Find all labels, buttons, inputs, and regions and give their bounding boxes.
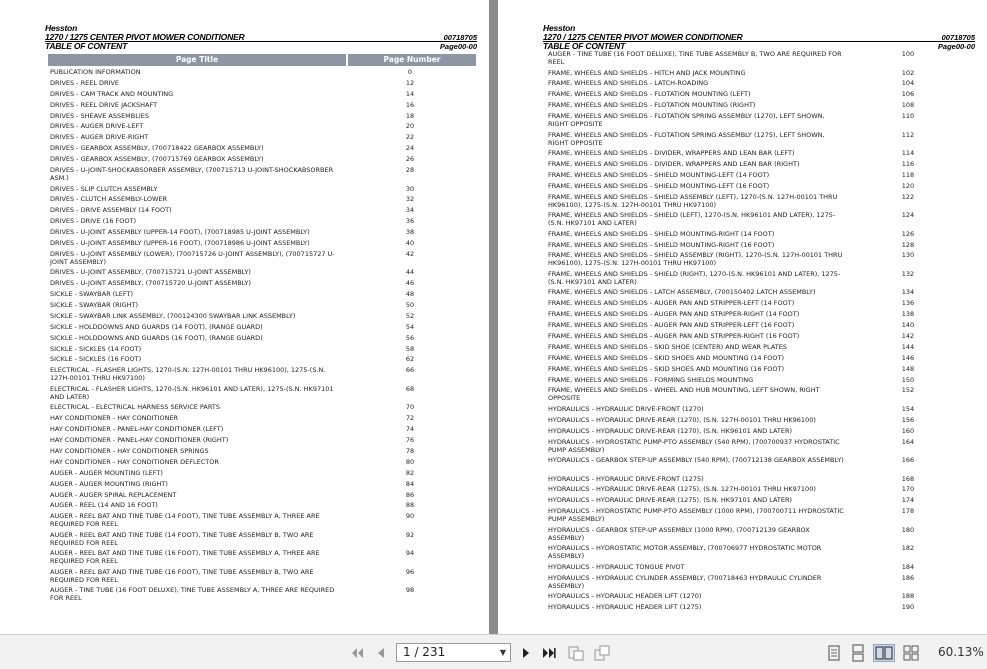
- toc-row-title: DRIVES - SLIP CLUTCH ASSEMBLY: [50, 184, 158, 193]
- toc-row[interactable]: [50, 366, 480, 385]
- chevron-down-icon: ▼: [499, 648, 506, 657]
- toc-row-page-number: 142: [901, 331, 915, 340]
- toc-row-page-number: 74: [405, 425, 415, 434]
- toc-row[interactable]: [548, 507, 978, 526]
- toc-row-title: AUGER - TINE TUBE (16 FOOT DELUXE), TINE TUBE ASSEMBLY B, TWO ARE REQUIRED FOR REEL: [548, 50, 842, 66]
- toc-row-title: AUGER - REEL BAT AND TINE TUBE (14 FOOT), TINE TUBE ASSEMBLY B, TWO ARE REQUIRED FOR REEL: [50, 530, 314, 547]
- toc-row[interactable]: [548, 332, 978, 343]
- toc-row-title: DRIVES - U-JOINT ASSEMBLY (UPPER-16 FOOT), (700718986 U-JOINT ASSEMBLY): [50, 238, 310, 247]
- toc-row-title: FRAME, WHEELS AND SHIELDS - SHIELD ASSEMBLY (LEFT), 1270-(S.N. 127H-00101 THRU HK96100), 1275-(S.N. 127H-00101 THRU HK97100): [548, 192, 838, 209]
- toc-row-page-number: 98: [405, 586, 415, 595]
- toc-row-page-number: 92: [405, 530, 415, 539]
- toc-list-left: [50, 68, 480, 605]
- toc-row-title: HAY CONDITIONER - PANEL-HAY CONDITIONER (RIGHT): [50, 436, 229, 445]
- toc-row[interactable]: [50, 531, 480, 550]
- toc-row-page-number: 182: [901, 544, 915, 553]
- toc-row[interactable]: [548, 101, 978, 112]
- toc-row[interactable]: [50, 312, 480, 323]
- toc-row-page-number: 100: [901, 50, 915, 58]
- toc-row-page-number: 68: [405, 384, 415, 393]
- toc-row-page-number: 90: [405, 512, 415, 521]
- toc-row-page-number: 128: [901, 240, 915, 249]
- header-rule: [543, 41, 975, 42]
- toc-row-page-number: 148: [901, 364, 915, 373]
- column-header-page-title: Page Title: [48, 54, 346, 66]
- toc-row-title: FRAME, WHEELS AND SHIELDS - FLOTATION SPRING ASSEMBLY (1270), LEFT SHOWN, RIGHT OPPOSITE: [548, 112, 825, 129]
- toc-row-page-number: 52: [405, 311, 415, 320]
- toc-row-page-number: 76: [405, 436, 415, 445]
- toc-row-title: DRIVES - GEARBOX ASSEMBLY, (700718422 GEARBOX ASSEMBLY): [50, 144, 264, 153]
- toc-row-title: SICKLE - SWAYBAR LINK ASSEMBLY, (700124300 SWAYBAR LINK ASSEMBLY): [50, 311, 296, 320]
- toc-row-page-number: 58: [405, 344, 415, 353]
- toc-row[interactable]: [50, 512, 480, 531]
- toc-row-page-number: 70: [405, 403, 415, 412]
- toc-row-page-number: 78: [405, 446, 415, 455]
- toc-row-title: DRIVES - U-JOINT ASSEMBLY, (700715720 U-JOINT ASSEMBLY): [50, 279, 251, 288]
- toc-row-page-number: 106: [901, 90, 915, 99]
- toc-row-page-number: 96: [405, 567, 415, 576]
- toc-row-title: HYDRAULICS - HYDRAULIC TONGUE PIVOT: [548, 562, 685, 571]
- toc-row-title: FRAME, WHEELS AND SHIELDS - LATCH-ROADING: [548, 79, 709, 88]
- toc-row-title: SICKLE - SWAYBAR (LEFT): [50, 290, 134, 299]
- toc-row-title: SICKLE - HOLDDOWNS AND GUARDS (16 FOOT), (RANGE GUARD): [50, 333, 263, 342]
- toc-row-title: DRIVES - DRIVE ASSEMBLY (14 FOOT): [50, 206, 172, 215]
- toc-row[interactable]: [548, 230, 978, 241]
- toc-row[interactable]: [50, 568, 480, 587]
- document-title: 1270 / 1275 CENTER PIVOT MOWER CONDITIONER: [543, 32, 743, 42]
- toc-row[interactable]: [548, 544, 978, 563]
- toc-row-page-number: 80: [405, 457, 415, 466]
- toc-row[interactable]: [548, 90, 978, 101]
- toc-row[interactable]: [548, 574, 978, 593]
- toc-row[interactable]: [50, 491, 480, 502]
- continuous-view-icon[interactable]: [850, 644, 866, 662]
- toc-row-title: HYDRAULICS - HYDRAULIC DRIVE-REAR (1270), (S.N. 127H-00101 THRU HK96100): [548, 415, 816, 424]
- toc-row[interactable]: [548, 438, 978, 457]
- toc-row-title: DRIVES - AUGER DRIVE-RIGHT: [50, 133, 149, 142]
- toc-row-title: DRIVES - REEL DRIVE JACKSHAFT: [50, 100, 158, 109]
- toc-row-title: DRIVES - DRIVE (16 FOOT): [50, 217, 137, 226]
- toc-row-page-number: 36: [405, 217, 415, 226]
- toc-row-page-number: 126: [901, 229, 915, 238]
- toc-row-title: FRAME, WHEELS AND SHIELDS - SHIELD MOUNTING-RIGHT (14 FOOT): [548, 229, 775, 238]
- brand-name: Hesston: [45, 23, 78, 33]
- toc-row[interactable]: [548, 182, 978, 193]
- toc-row[interactable]: [548, 526, 978, 545]
- header-rule: [45, 41, 477, 42]
- toc-row-page-number: 190: [901, 603, 915, 612]
- toc-row[interactable]: [548, 496, 978, 507]
- toc-row-page-number: 134: [901, 288, 915, 297]
- toc-row[interactable]: [50, 133, 480, 144]
- toc-row-page-number: 94: [405, 549, 415, 558]
- toc-row-page-number: 12: [405, 78, 415, 87]
- toc-row-title: FRAME, WHEELS AND SHIELDS - SHIELD MOUNTING-LEFT (14 FOOT): [548, 170, 770, 179]
- viewer-toolbar: [0, 634, 987, 669]
- toc-row-title: HAY CONDITIONER - HAY CONDITIONER DEFLECTOR: [50, 457, 219, 466]
- toc-row-title: DRIVES - U-JOINT ASSEMBLY (LOWER), (700715726 U-JOINT ASSEMBLY), (700715727 U-JOINT ASSEMBLY): [50, 249, 335, 266]
- toc-row[interactable]: [50, 101, 480, 112]
- toc-row[interactable]: [548, 592, 978, 603]
- toc-row[interactable]: [548, 343, 978, 354]
- brand-name: Hesston: [543, 23, 576, 33]
- table-header: [48, 54, 476, 66]
- toc-row-page-number: 122: [901, 192, 915, 201]
- toc-row-page-number: 136: [901, 299, 915, 308]
- toc-row-title: PUBLICATION INFORMATION: [50, 68, 141, 76]
- toc-row-title: FRAME, WHEELS AND SHIELDS - SHIELD (RIGHT), 1270-(S.N. HK96101 AND LATER), 1275-(S.N. HK97101 AND LATER): [548, 269, 841, 286]
- toc-row[interactable]: [548, 365, 978, 376]
- toc-row[interactable]: [50, 228, 480, 239]
- toc-row[interactable]: [50, 501, 480, 512]
- toc-row[interactable]: [548, 416, 978, 427]
- toc-row[interactable]: [548, 475, 978, 486]
- toc-row-title: SICKLE - SICKLES (14 FOOT): [50, 344, 142, 353]
- toc-row-page-number: 168: [901, 474, 915, 483]
- toc-row-page-number: 152: [901, 386, 915, 395]
- toc-row[interactable]: [50, 436, 480, 447]
- toc-row[interactable]: [548, 376, 978, 387]
- page-reference: Page00-00: [439, 42, 477, 51]
- toc-row-title: ELECTRICAL - ELECTRICAL HARNESS SERVICE PARTS: [50, 403, 221, 412]
- toc-row-title: DRIVES - CLUTCH ASSEMBLY-LOWER: [50, 195, 168, 204]
- toc-row-title: DRIVES - U-JOINT-SHOCKABSORBER ASSEMBLY, (700715713 U-JOINT-SHOCKABSORBER ASM.): [50, 166, 334, 183]
- toc-row-page-number: 120: [901, 181, 915, 190]
- toc-row-page-number: 112: [901, 130, 915, 139]
- toc-row-title: HAY CONDITIONER - HAY CONDITIONER SPRINGS: [50, 446, 209, 455]
- pdf-page-right: [498, 0, 987, 634]
- toc-row-page-number: 46: [405, 279, 415, 288]
- toc-row-title: DRIVES - REEL DRIVE: [50, 78, 120, 87]
- toc-row-title: FRAME, WHEELS AND SHIELDS - DIVIDER, WRAPPERS AND LEAN BAR (LEFT): [548, 149, 795, 158]
- toc-row[interactable]: [548, 270, 978, 289]
- toc-row-title: FRAME, WHEELS AND SHIELDS - FORMING SHIELDS MOUNTING: [548, 375, 754, 384]
- first-page-icon[interactable]: [348, 644, 366, 662]
- toc-row-page-number: 20: [405, 122, 415, 131]
- toc-row[interactable]: [548, 149, 978, 160]
- pdf-page-left: [0, 0, 489, 634]
- toc-row[interactable]: [548, 251, 978, 270]
- toc-row-page-number: 138: [901, 310, 915, 319]
- toc-row-title: FRAME, WHEELS AND SHIELDS - SHIELD ASSEMBLY (RIGHT), 1270-(S.N. 127H-00101 THRU HK96100), 1275-(S.N. 127H-00101 THRU HK97100): [548, 251, 843, 268]
- toc-row-title: SICKLE - SWAYBAR (RIGHT): [50, 301, 139, 310]
- toc-row[interactable]: [50, 268, 480, 279]
- toc-row-page-number: 154: [901, 404, 915, 413]
- toc-row-title: HYDRAULICS - HYDRAULIC DRIVE-REAR (1270), (S.N. HK96101 AND LATER): [548, 426, 793, 435]
- toc-row-page-number: 150: [901, 375, 915, 384]
- toc-row-page-number: 108: [901, 101, 915, 110]
- toc-list-right: [548, 50, 978, 614]
- toc-row-title: SICKLE - HOLDDOWNS AND GUARDS (14 FOOT), (RANGE GUARD): [50, 322, 263, 331]
- toc-row-title: HYDRAULICS - HYDRAULIC DRIVE-FRONT (1270): [548, 404, 704, 413]
- toc-row-page-number: 28: [405, 166, 415, 175]
- toc-row-title: FRAME, WHEELS AND SHIELDS - FLOTATION MOUNTING (LEFT): [548, 90, 751, 99]
- toc-row-title: AUGER - TINE TUBE (16 FOOT DELUXE), TINE TUBE ASSEMBLY A, THREE ARE REQUIRED FOR REEL: [50, 586, 335, 603]
- toc-row-title: SICKLE - SICKLES (16 FOOT): [50, 355, 142, 364]
- toc-row[interactable]: [50, 195, 480, 206]
- toc-row-title: HYDRAULICS - HYDRAULIC HEADER LIFT (1270): [548, 592, 702, 601]
- toc-row-page-number: 16: [405, 100, 415, 109]
- toc-row[interactable]: [548, 405, 978, 416]
- toc-row-page-number: 118: [901, 170, 915, 179]
- previous-page-icon[interactable]: [372, 644, 390, 662]
- toc-row[interactable]: [50, 480, 480, 491]
- toc-row-page-number: 144: [901, 342, 915, 351]
- toc-row-title: FRAME, WHEELS AND SHIELDS - SHIELD MOUNTING-LEFT (16 FOOT): [548, 181, 770, 190]
- toc-row[interactable]: [50, 334, 480, 345]
- toc-row-title: FRAME, WHEELS AND SHIELDS - AUGER PAN AND STRIPPER-RIGHT (16 FOOT): [548, 331, 800, 340]
- toc-row[interactable]: [548, 299, 978, 310]
- toc-row-page-number: 164: [901, 437, 915, 446]
- toc-row-title: DRIVES - CAM TRACK AND MOUNTING: [50, 89, 174, 98]
- toc-row[interactable]: [50, 239, 480, 250]
- toc-row-page-number: 50: [405, 301, 415, 310]
- toc-row[interactable]: [548, 354, 978, 365]
- toc-row[interactable]: [50, 403, 480, 414]
- page-indicator: 1 / 231: [403, 645, 446, 659]
- toc-row-page-number: 146: [901, 353, 915, 362]
- toc-row-page-number: 24: [405, 144, 415, 153]
- column-header-page-number: Page Number: [348, 54, 476, 66]
- toc-row-title: AUGER - REEL (14 AND 16 FOOT): [50, 501, 158, 510]
- toc-row[interactable]: [50, 206, 480, 217]
- toc-row-title: FRAME, WHEELS AND SHIELDS - SKID SHOES AND MOUNTING (14 FOOT): [548, 353, 785, 362]
- toc-row-page-number: 34: [405, 206, 415, 215]
- toc-row-title: FRAME, WHEELS AND SHIELDS - FLOTATION SPRING ASSEMBLY (1275), LEFT SHOWN, RIGHT OPPOSITE: [548, 130, 825, 147]
- toc-row-title: FRAME, WHEELS AND SHIELDS - FLOTATION MOUNTING (RIGHT): [548, 101, 756, 110]
- next-page-icon[interactable]: [517, 644, 535, 662]
- toc-row-page-number: 72: [405, 414, 415, 423]
- toc-row[interactable]: [50, 355, 480, 366]
- toc-row-page-number: 166: [901, 456, 915, 465]
- toc-row-title: HYDRAULICS - HYDROSTATIC PUMP-PTO ASSEMBLY (1000 RPM), (700700711 HYDROSTATIC PUMP ASSEMBLY): [548, 507, 844, 524]
- toc-row-page-number: 0: [407, 68, 413, 76]
- toc-row-page-number: 44: [405, 268, 415, 277]
- toc-row-title: FRAME, WHEELS AND SHIELDS - LATCH ASSEMBLY, (700150402 LATCH ASSEMBLY): [548, 288, 816, 297]
- toc-row-title: FRAME, WHEELS AND SHIELDS - HITCH AND JACK MOUNTING: [548, 68, 746, 77]
- toc-row-title: FRAME, WHEELS AND SHIELDS - SKID SHOE (CENTER) AND WEAR PLATES: [548, 342, 787, 351]
- last-page-icon[interactable]: [540, 644, 558, 662]
- toc-row-page-number: 22: [405, 133, 415, 142]
- toc-row[interactable]: [548, 563, 978, 574]
- toc-row-title: HYDRAULICS - GEARBOX STEP-UP ASSEMBLY (540 RPM), (700712138 GEARBOX ASSEMBLY): [548, 456, 844, 465]
- single-page-view-icon[interactable]: [826, 644, 842, 662]
- toc-row[interactable]: [50, 414, 480, 425]
- toc-row-page-number: 66: [405, 366, 415, 375]
- toc-row[interactable]: [548, 241, 978, 252]
- toc-row[interactable]: [548, 79, 978, 90]
- toc-row[interactable]: [50, 469, 480, 480]
- toc-row[interactable]: [50, 345, 480, 356]
- toc-row-page-number: 132: [901, 269, 915, 278]
- toc-row[interactable]: [548, 112, 978, 131]
- toc-row-title: FRAME, WHEELS AND SHIELDS - AUGER PAN AND STRIPPER-LEFT (14 FOOT): [548, 299, 795, 308]
- toc-row[interactable]: [50, 166, 480, 185]
- toc-row-page-number: 30: [405, 184, 415, 193]
- toc-row[interactable]: [50, 250, 480, 269]
- document-title: 1270 / 1275 CENTER PIVOT MOWER CONDITIONER: [45, 32, 245, 42]
- page-reference: Page00-00: [937, 42, 975, 51]
- toc-row[interactable]: [548, 211, 978, 230]
- toc-row-page-number: 114: [901, 149, 915, 158]
- document-number: 00718705: [941, 33, 975, 42]
- toc-row-page-number: 62: [405, 355, 415, 364]
- toc-row-page-number: 156: [901, 415, 915, 424]
- toc-row-title: AUGER - REEL BAT AND TINE TUBE (16 FOOT), TINE TUBE ASSEMBLY B, TWO ARE REQUIRED FOR REEL: [50, 567, 314, 584]
- toc-row-title: HYDRAULICS - HYDROSTATIC PUMP-PTO ASSEMBLY (540 RPM), (700700937 HYDROSTATIC PUMP ASSEMBLY): [548, 437, 840, 454]
- toc-row-page-number: 186: [901, 573, 915, 582]
- toc-row-title: HYDRAULICS - HYDRAULIC DRIVE-REAR (1275), (S.N. 127H-00101 THRU HK97100): [548, 485, 816, 494]
- toc-row-title: FRAME, WHEELS AND SHIELDS - AUGER PAN AND STRIPPER-RIGHT (14 FOOT): [548, 310, 800, 319]
- toc-row[interactable]: [50, 323, 480, 334]
- toc-row-title: HYDRAULICS - HYDRAULIC DRIVE-REAR (1275), (S.N. HK97101 AND LATER): [548, 496, 793, 505]
- toc-row-page-number: 140: [901, 321, 915, 330]
- toc-row[interactable]: [50, 68, 480, 79]
- toc-row-title: DRIVES - GEARBOX ASSEMBLY, (700715769 GEARBOX ASSEMBLY): [50, 155, 264, 164]
- toc-row[interactable]: [50, 458, 480, 469]
- toc-row[interactable]: [50, 425, 480, 436]
- toc-row[interactable]: [50, 301, 480, 312]
- toc-row-title: DRIVES - SHEAVE ASSEMBLIES: [50, 111, 150, 120]
- toc-row-title: AUGER - AUGER SPIRAL REPLACEMENT: [50, 490, 177, 499]
- document-number: 00718705: [443, 33, 477, 42]
- toc-row-page-number: 188: [901, 592, 915, 601]
- toc-row-page-number: 180: [901, 525, 915, 534]
- toc-row[interactable]: [50, 122, 480, 133]
- toc-row-page-number: 178: [901, 507, 915, 516]
- toc-row-page-number: 86: [405, 490, 415, 499]
- toc-row[interactable]: [50, 290, 480, 301]
- toc-row-page-number: 56: [405, 333, 415, 342]
- toc-row-page-number: 42: [405, 249, 415, 258]
- toc-row[interactable]: [50, 155, 480, 166]
- toc-row-page-number: 102: [901, 68, 915, 77]
- toc-row-page-number: 84: [405, 479, 415, 488]
- toc-row-title: AUGER - REEL BAT AND TINE TUBE (16 FOOT), TINE TUBE ASSEMBLY A, THREE ARE REQUIRED FOR REEL: [50, 549, 320, 566]
- toc-row-page-number: 54: [405, 322, 415, 331]
- toc-row-title: HAY CONDITIONER - PANEL-HAY CONDITIONER (LEFT): [50, 425, 224, 434]
- toc-row[interactable]: [50, 385, 480, 404]
- toc-row[interactable]: [548, 485, 978, 496]
- toc-row-title: HYDRAULICS - HYDRAULIC HEADER LIFT (1275): [548, 603, 702, 612]
- toc-row[interactable]: [50, 586, 480, 605]
- toc-row-page-number: 124: [901, 211, 915, 220]
- toc-row[interactable]: [50, 144, 480, 155]
- toc-row[interactable]: [548, 69, 978, 80]
- toc-row-page-number: 184: [901, 562, 915, 571]
- toc-row[interactable]: [50, 185, 480, 196]
- toc-row-page-number: 116: [901, 159, 915, 168]
- toc-row[interactable]: [548, 171, 978, 182]
- rotate-right-icon[interactable]: [592, 644, 612, 662]
- toc-row-title: ELECTRICAL - FLASHER LIGHTS, 1270-(S.N. HK96101 AND LATER), 1275-(S.N. HK97101 AND LATER): [50, 384, 334, 401]
- toc-row[interactable]: [50, 447, 480, 458]
- toc-row-title: FRAME, WHEELS AND SHIELDS - AUGER PAN AND STRIPPER-LEFT (16 FOOT): [548, 321, 795, 330]
- toc-row-title: DRIVES - U-JOINT ASSEMBLY (UPPER-14 FOOT), (700718985 U-JOINT ASSEMBLY): [50, 228, 310, 237]
- toc-row-title: DRIVES - AUGER DRIVE-LEFT: [50, 122, 144, 131]
- toc-row-title: FRAME, WHEELS AND SHIELDS - SHIELD MOUNTING-RIGHT (16 FOOT): [548, 240, 775, 249]
- toc-row-page-number: 110: [901, 112, 915, 121]
- toc-row[interactable]: [548, 160, 978, 171]
- zoom-level[interactable]: 60.13%: [938, 645, 984, 659]
- toc-row[interactable]: [50, 79, 480, 90]
- toc-row[interactable]: [548, 603, 978, 614]
- two-page-continuous-icon[interactable]: [902, 644, 920, 662]
- toc-row[interactable]: [548, 321, 978, 332]
- toc-row-title: FRAME, WHEELS AND SHIELDS - DIVIDER, WRAPPERS AND LEAN BAR (RIGHT): [548, 159, 800, 168]
- toc-row-page-number: 88: [405, 501, 415, 510]
- toc-row-title: FRAME, WHEELS AND SHIELDS - SKID SHOES AND MOUNTING (16 FOOT): [548, 364, 785, 373]
- document-subtitle: TABLE OF CONTENT: [543, 41, 626, 51]
- toc-row-title: DRIVES - U-JOINT ASSEMBLY, (700715721 U-JOINT ASSEMBLY): [50, 268, 251, 277]
- toc-row-page-number: 26: [405, 155, 415, 164]
- toc-row-title: HYDRAULICS - GEARBOX STEP-UP ASSEMBLY (1000 RPM), (700712139 GEARBOX ASSEMBLY): [548, 525, 810, 542]
- toc-row-title: HYDRAULICS - HYDRAULIC CYLINDER ASSEMBLY, (700718463 HYDRAULIC CYLINDER ASSEMBLY): [548, 573, 822, 590]
- toc-row-title: AUGER - AUGER MOUNTING (LEFT): [50, 468, 163, 477]
- toc-row[interactable]: [50, 217, 480, 228]
- toc-row-title: FRAME, WHEELS AND SHIELDS - WHEEL AND HUB MOUNTING, LEFT SHOWN, RIGHT OPPOSITE: [548, 386, 820, 403]
- toc-row-title: AUGER - REEL BAT AND TINE TUBE (14 FOOT), TINE TUBE ASSEMBLY A, THREE ARE REQUIRED FOR REEL: [50, 512, 320, 529]
- toc-row[interactable]: [548, 386, 978, 405]
- toc-row[interactable]: [548, 427, 978, 438]
- toc-row-page-number: 130: [901, 251, 915, 260]
- toc-row-title: HAY CONDITIONER - HAY CONDITIONER: [50, 414, 179, 423]
- toc-row-page-number: 160: [901, 426, 915, 435]
- toc-row-page-number: 14: [405, 89, 415, 98]
- toc-row[interactable]: [50, 279, 480, 290]
- toc-row[interactable]: [548, 131, 978, 150]
- toc-row[interactable]: [548, 193, 978, 212]
- toc-row-page-number: 48: [405, 290, 415, 299]
- toc-row-title: HYDRAULICS - HYDRAULIC DRIVE-FRONT (1275): [548, 474, 704, 483]
- toc-row-title: HYDRAULICS - HYDROSTATIC MOTOR ASSEMBLY, (700706977 HYDROSTATIC MOTOR ASSEMBLY): [548, 544, 822, 561]
- toc-row-title: AUGER - AUGER MOUNTING (RIGHT): [50, 479, 168, 488]
- toc-row-page-number: 174: [901, 496, 915, 505]
- toc-row-page-number: 38: [405, 228, 415, 237]
- page-number-select[interactable]: [396, 643, 511, 662]
- toc-row-title: FRAME, WHEELS AND SHIELDS - SHIELD (LEFT), 1270-(S.N. HK96101 AND LATER), 1275-(S.N. HK97101 AND LATER): [548, 211, 836, 228]
- toc-row-page-number: 40: [405, 238, 415, 247]
- toc-row[interactable]: [50, 90, 480, 101]
- toc-row[interactable]: [548, 456, 978, 475]
- toc-row[interactable]: [548, 50, 978, 69]
- two-page-view-icon[interactable]: [873, 644, 895, 662]
- toc-row-title: ELECTRICAL - FLASHER LIGHTS, 1270-(S.N. 127H-00101 THRU HK96100), 1275-(S.N. 127H-00101 THRU HK97100): [50, 366, 326, 383]
- document-subtitle: TABLE OF CONTENT: [45, 41, 128, 51]
- toc-row[interactable]: [548, 310, 978, 321]
- toc-row-page-number: 82: [405, 468, 415, 477]
- toc-row-page-number: 18: [405, 111, 415, 120]
- toc-row[interactable]: [50, 549, 480, 568]
- toc-row-page-number: 104: [901, 79, 915, 88]
- toc-row[interactable]: [50, 112, 480, 123]
- toc-row-page-number: 170: [901, 485, 915, 494]
- toc-row-page-number: 32: [405, 195, 415, 204]
- rotate-left-icon[interactable]: [566, 644, 586, 662]
- toc-row[interactable]: [548, 288, 978, 299]
